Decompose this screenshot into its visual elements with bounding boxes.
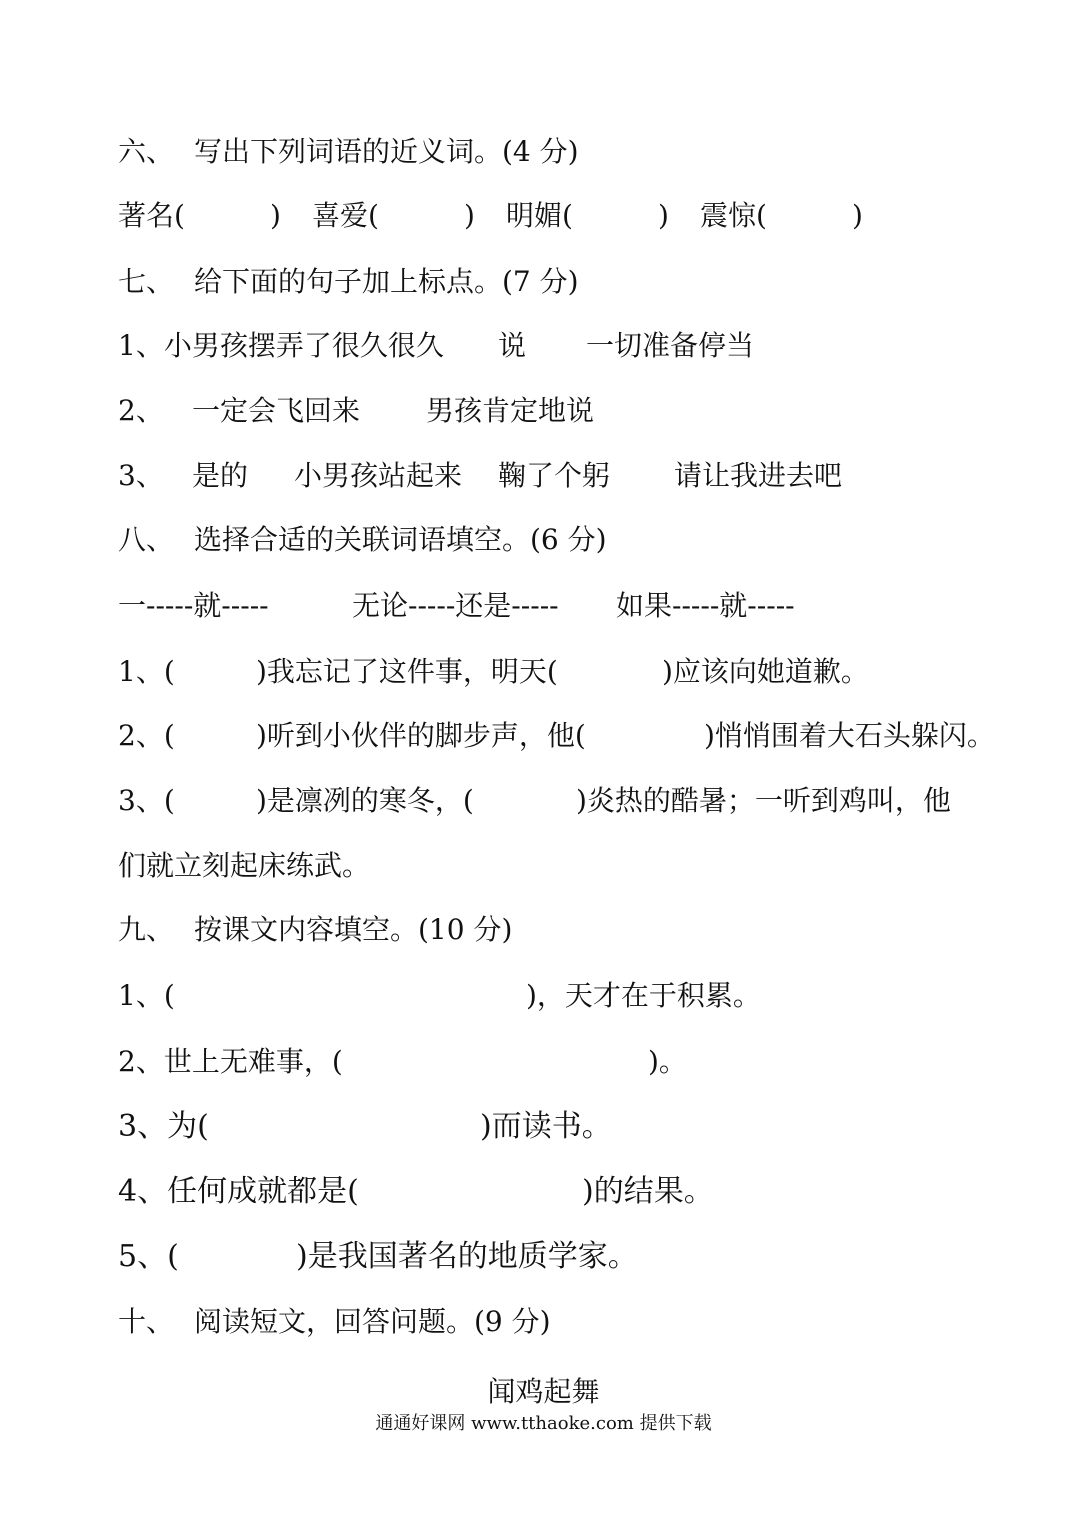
q8-s2-part-3: )悄悄围着大石头躲闪。 xyxy=(704,719,995,752)
q8-heading-number: 八、 xyxy=(118,523,175,556)
q7-s2-part-1: 一定会飞回来 xyxy=(192,394,361,427)
q6-heading-text: 写出下列词语的近义词。(4 分) xyxy=(194,135,579,168)
q8-s1-part-2: )我忘记了这件事，明天( xyxy=(256,655,558,688)
q8-option-3: 如果-----就----- xyxy=(616,589,795,622)
q6-word-2: 喜爱( xyxy=(312,199,379,232)
q7-s3-number: 3、 xyxy=(118,459,164,492)
footer-credit: 通通好课网 www.tthaoke.com 提供下载 xyxy=(375,1413,712,1434)
q9-s2-part-1: 2、世上无难事，( xyxy=(118,1045,343,1078)
q7-s3-part-4: 请让我进去吧 xyxy=(674,459,843,492)
q6-heading-number: 六、 xyxy=(118,135,175,168)
q7-s1-part-3: 一切准备停当 xyxy=(586,329,755,362)
q7-heading-number: 七、 xyxy=(118,265,175,298)
q7-s3-part-1: 是的 xyxy=(192,459,249,492)
q7-s1-part-2: 说 xyxy=(498,329,527,362)
q7-s2-number: 2、 xyxy=(118,394,164,427)
passage-title: 闻鸡起舞 xyxy=(487,1375,600,1408)
q6-word-1: 著名( xyxy=(118,199,185,232)
q6-word-4-close: ) xyxy=(852,199,863,232)
q9-heading-number: 九、 xyxy=(118,913,175,946)
q6-word-3: 明媚( xyxy=(506,199,573,232)
q10-heading-number: 十、 xyxy=(118,1305,175,1338)
q8-s3-part-3: )炎热的酷暑；一听到鸡叫，他 xyxy=(576,784,951,817)
q7-s3-part-3: 鞠了个躬 xyxy=(498,459,611,492)
q9-s1-part-2: )，天才在于积累。 xyxy=(526,979,761,1012)
q6-word-4: 震惊( xyxy=(700,199,767,232)
q9-s5-part-1: 5、( xyxy=(118,1239,179,1274)
q8-s1-part-3: )应该向她道歉。 xyxy=(662,655,869,688)
q8-s1-part-1: 1、( xyxy=(118,655,175,688)
q9-s1-part-1: 1、( xyxy=(118,979,175,1012)
q6-word-3-close: ) xyxy=(658,199,669,232)
q7-heading-text: 给下面的句子加上标点。(7 分) xyxy=(194,265,579,298)
q9-s2-part-2: )。 xyxy=(648,1045,687,1078)
q8-s2-part-2: )听到小伙伴的脚步声，他( xyxy=(256,719,586,752)
q10-heading-text: 阅读短文，回答问题。(9 分) xyxy=(194,1305,551,1338)
q8-heading-text: 选择合适的关联词语填空。(6 分) xyxy=(194,523,607,556)
q8-option-1: 一-----就----- xyxy=(118,589,269,622)
q6-word-1-close: ) xyxy=(270,199,281,232)
q7-s2-part-2: 男孩肯定地说 xyxy=(426,394,595,427)
q6-word-2-close: ) xyxy=(464,199,475,232)
q8-s2-part-1: 2、( xyxy=(118,719,175,752)
q7-s1-part-1: 1、小男孩摆弄了很久很久 xyxy=(118,329,444,362)
q9-s4-part-2: )的结果。 xyxy=(582,1174,714,1209)
q9-heading-text: 按课文内容填空。(10 分) xyxy=(194,913,513,946)
q9-s3-part-1: 3、为( xyxy=(118,1109,209,1144)
q8-s3-part-2: )是凛冽的寒冬，( xyxy=(256,784,474,817)
q8-s3-part-1: 3、( xyxy=(118,784,175,817)
q8-option-2: 无论-----还是----- xyxy=(352,589,559,622)
q8-s3-continuation: 们就立刻起床练武。 xyxy=(118,849,371,882)
q9-s5-part-2: )是我国著名的地质学家。 xyxy=(296,1239,638,1274)
q9-s3-part-2: )而读书。 xyxy=(480,1109,612,1144)
q7-s3-part-2: 小男孩站起来 xyxy=(294,459,463,492)
q9-s4-part-1: 4、任何成就都是( xyxy=(118,1174,359,1209)
